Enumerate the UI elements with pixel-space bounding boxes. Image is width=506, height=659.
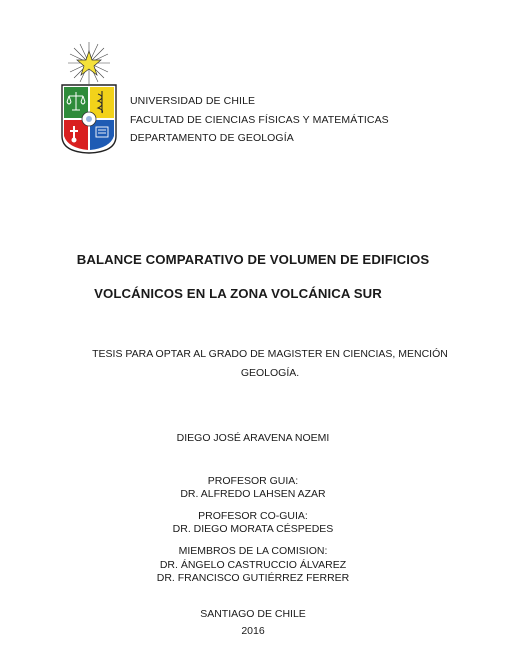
thesis-title-line-1: BALANCE COMPARATIVO DE VOLUMEN DE EDIFICIOS <box>76 252 430 267</box>
year: 2016 <box>241 625 265 637</box>
university-name: UNIVERSIDAD DE CHILE <box>130 95 256 107</box>
institution-header <box>130 92 389 148</box>
place: SANTIAGO DE CHILE <box>200 608 306 620</box>
university-crest-logo <box>58 40 120 156</box>
co-advisor-name: DR. DIEGO MORATA CÉSPEDES <box>172 523 334 535</box>
co-advisor-label: PROFESOR CO-GUIA: <box>198 510 308 522</box>
advisor-label: PROFESOR GUIA: <box>207 475 299 487</box>
author-name: DIEGO JOSÉ ARAVENA NOEMI <box>176 432 330 444</box>
thesis-title-line-2: VOLCÁNICOS EN LA ZONA VOLCÁNICA SUR <box>94 286 382 301</box>
faculty-name: FACULTAD DE CIENCIAS FÍSICAS Y MATEMÁTICAS <box>130 113 389 126</box>
shield-icon <box>62 85 116 153</box>
committee-member: DR. ÁNGELO CASTRUCCIO ÁLVAREZ <box>159 559 347 571</box>
committee-label: MIEMBROS DE LA COMISION: <box>178 545 328 557</box>
advisor-name: DR. ALFREDO LAHSEN AZAR <box>180 488 326 500</box>
department-name: DEPARTAMENTO DE GEOLOGÍA <box>130 132 294 144</box>
thesis-degree-line-1: TESIS PARA OPTAR AL GRADO DE MAGISTER EN CIENCIAS, MENCIÓN <box>92 348 448 360</box>
committee-member: DR. FRANCISCO GUTIÉRREZ FERRER <box>156 572 350 584</box>
thesis-degree-line-2: GEOLOGÍA. <box>240 367 300 379</box>
